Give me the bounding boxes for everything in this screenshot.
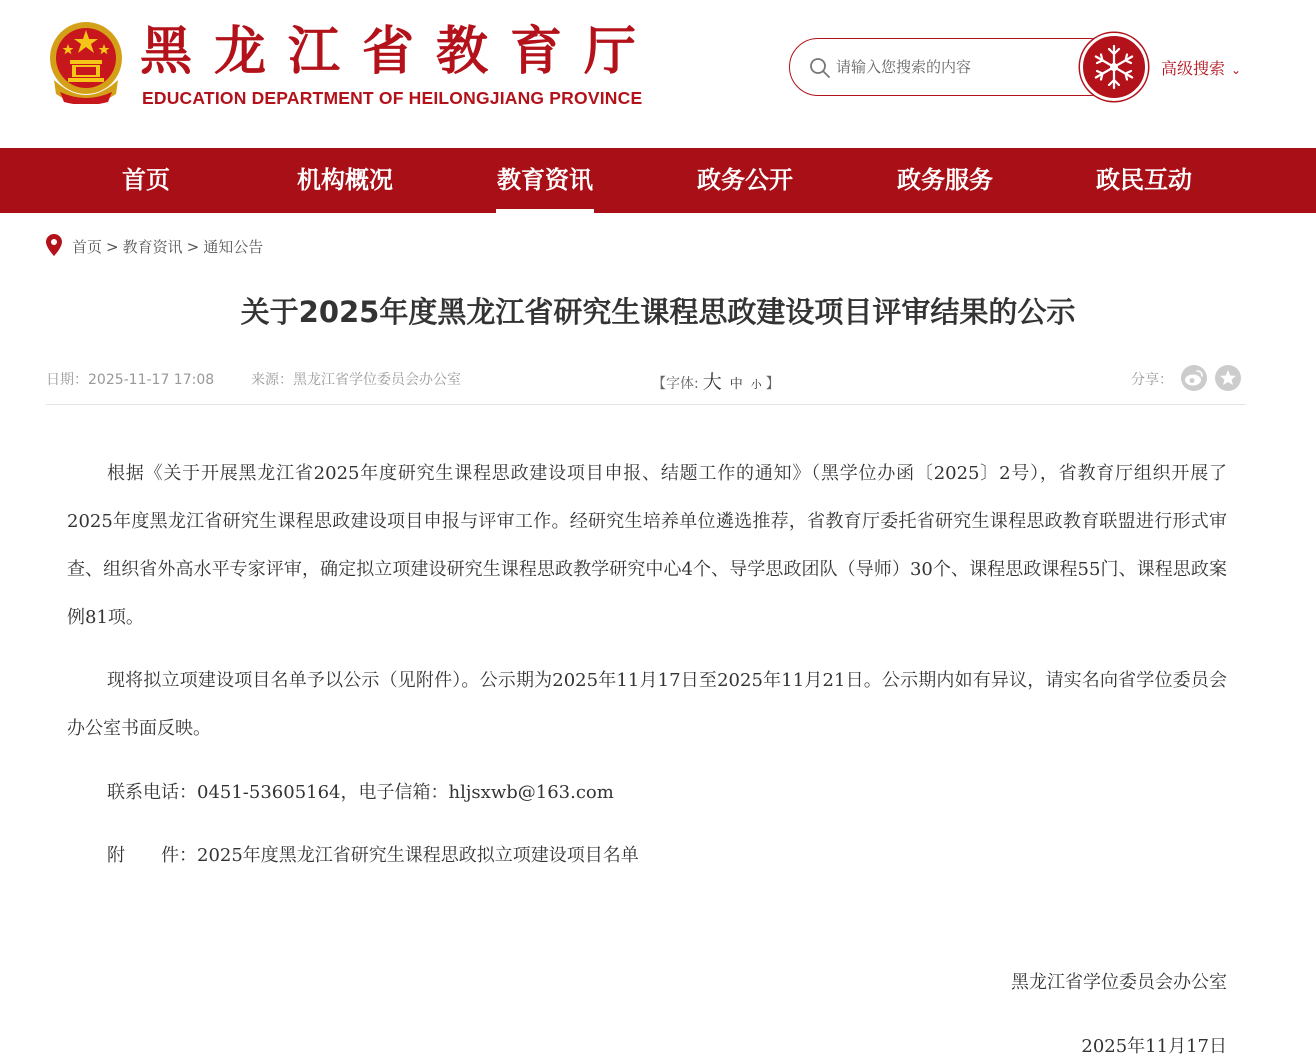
site-subtitle: EDUCATION DEPARTMENT OF HEILONGJIANG PROVINCE [142, 88, 643, 108]
breadcrumb-home[interactable]: 首页 [72, 238, 103, 256]
font-size-switcher [652, 367, 780, 394]
location-pin-icon [46, 234, 62, 256]
breadcrumb-separator: > [186, 238, 200, 256]
site-title: 黑龙江省教育厅 [140, 21, 659, 82]
nav-item-home[interactable]: 首页 [122, 166, 170, 194]
share-label: 分享： [1131, 372, 1173, 388]
font-size-small-button[interactable]: 小 [750, 378, 762, 391]
site-header [0, 0, 1316, 148]
advanced-search-label: 高级搜索 [1161, 59, 1226, 78]
publish-date: 日期：2025-11-17 17:08 [46, 372, 215, 388]
article-title: 关于2025年度黑龙江省研究生课程思政建设项目评审结果的公示 [240, 295, 1076, 329]
attachment-link[interactable]: 附 件：2025年度黑龙江省研究生课程思政拟立项建设项目名单 [107, 845, 639, 866]
breadcrumb-news[interactable]: 教育资讯 [122, 238, 183, 256]
national-emblem-icon [46, 18, 126, 104]
advanced-search-link[interactable] [1161, 56, 1241, 79]
search-box [789, 38, 1119, 96]
font-size-close: 】 [765, 376, 780, 392]
weibo-icon[interactable] [1181, 365, 1207, 391]
chevron-down-icon: ⌄ [1231, 63, 1242, 77]
star-icon[interactable] [1215, 365, 1241, 391]
nav-item-about[interactable]: 机构概况 [297, 166, 393, 194]
nav-item-affairs[interactable]: 政务公开 [697, 166, 793, 194]
breadcrumb-separator: > [106, 238, 119, 256]
paragraph: 现将拟立项建设项目名单予以公示（见附件）。公示期为2025年11月17日至2025年11月21日。公示期内如有异议，请实名向省学位委员会办公室书面反映。 [67, 670, 1227, 739]
article-source: 来源：黑龙江省学位委员会办公室 [251, 372, 461, 388]
article-meta [46, 369, 1246, 393]
nav-item-interaction[interactable]: 政民互动 [1096, 166, 1192, 194]
breadcrumb-notices[interactable]: 通知公告 [203, 238, 264, 256]
nav-item-services[interactable]: 政务服务 [897, 166, 993, 194]
paragraph: 联系电话：0451-53605164，电子信箱：hljsxwb@163.com [107, 782, 614, 803]
paragraph: 根据《关于开展黑龙江省2025年度研究生课程思政建设项目申报、结题工作的通知》（黑学位办函〔2025〕2号），省教育厅组织开展了2025年度黑龙江省研究生课程思政建设项目申报与评审工作。经研究生培养单位遴选推荐，省教育厅委托省研究生课程思政教育联盟进行形式审查、组织省外高水平专家评审，确定拟立项建设研究生课程思政教学研究中心4个、导学思政团队（导师）30个、课程思政课程55门、课程思政案例81项。 [67, 463, 1227, 628]
font-size-open: 【字体: [652, 376, 699, 392]
search-button[interactable] [1080, 33, 1148, 101]
signature: 黑龙江省学位委员会办公室 [1011, 972, 1227, 993]
nav-item-news[interactable]: 教育资讯 [496, 148, 594, 213]
search-icon [808, 56, 832, 80]
search-input[interactable] [836, 53, 1076, 81]
sign-date: 2025年11月17日 [1081, 1036, 1227, 1057]
font-size-large-button[interactable]: 大 [702, 371, 722, 393]
font-size-medium-button[interactable]: 中 [729, 377, 743, 392]
main-nav [0, 148, 1316, 213]
meta-divider [46, 404, 1246, 405]
snowflake-icon [1083, 36, 1145, 98]
